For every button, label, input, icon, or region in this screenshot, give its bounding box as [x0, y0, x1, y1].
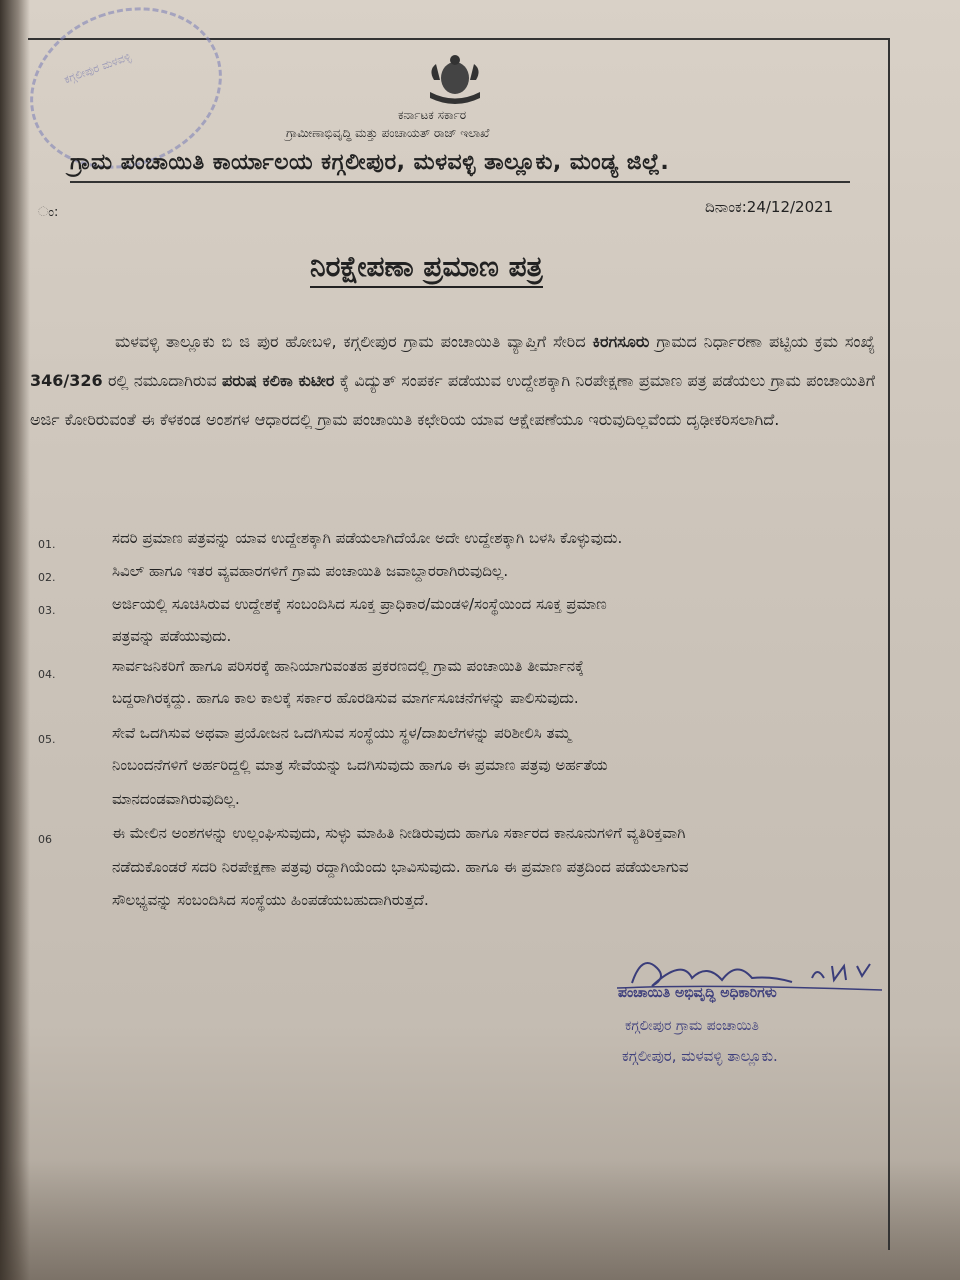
condition-line: ಸಾರ್ವಜನಿಕರಿಗೆ ಹಾಗೂ ಪರಿಸರಕ್ಕೆ ಹಾನಿಯಾಗುವಂತಹ ಪ್ರಕರಣದಲ್ಲಿ ಗ್ರಾಮ ಪಂಚಾಯಿತಿ ತೀರ್ಮಾನಕ್ಕೆ	[112, 657, 584, 675]
signatory-location: ಕಗ್ಗಲೀಪುರ, ಮಳವಳ್ಳಿ ತಾಲ್ಲೂಕು.	[622, 1047, 778, 1065]
stamp-text: ಕಗ್ಗಲೀಪುರ ಮಳವಳ್ಳಿ	[62, 49, 133, 87]
office-heading: ಗ್ರಾಮ ಪಂಚಾಯಿತಿ ಕಾರ್ಯಾಲಯ ಕಗ್ಗಲೀಪುರ, ಮಳವಳ್ಳಿ ತಾಲ್ಲೂಕು, ಮಂಡ್ಯ ಜಿಲ್ಲೆ.	[70, 150, 850, 183]
document-title: ನಿರಕ್ಷೇಪಣಾ ಪ್ರಮಾಣ ಪತ್ರ	[310, 250, 543, 288]
edge-shadow	[0, 0, 30, 1280]
body-paragraph	[30, 322, 875, 439]
condition-number: 05.	[38, 733, 56, 746]
condition-line: ಸಿವಿಲ್ ಹಾಗೂ ಇತರ ವ್ಯವಹಾರಗಳಿಗೆ ಗ್ರಾಮ ಪಂಚಾಯಿತಿ ಜವಾಬ್ದಾರರಾಗಿರುವುದಿಲ್ಲ.	[112, 562, 509, 580]
condition-line: ಸದರಿ ಪ್ರಮಾಣ ಪತ್ರವನ್ನು ಯಾವ ಉದ್ದೇಶಕ್ಕಾಗಿ ಪಡೆಯಲಾಗಿದೆಯೋ ಅದೇ ಉದ್ದೇಶಕ್ಕಾಗಿ ಬಳಸಿ ಕೊಳ್ಳುವುದು.	[112, 529, 623, 547]
condition-line: ಅರ್ಜಿಯಲ್ಲಿ ಸೂಚಿಸಿರುವ ಉದ್ದೇಶಕ್ಕೆ ಸಂಬಂದಿಸಿದ ಸೂಕ್ತ ಪ್ರಾಧಿಕಾರ/ಮಂಡಳಿ/ಸಂಸ್ಥೆಯಿಂದ ಸೂಕ್ತ ಪ್ರಮಾಣ	[112, 595, 607, 613]
condition-line: ಸೌಲಭ್ಯವನ್ನು ಸಂಬಂದಿಸಿದ ಸಂಸ್ಥೆಯು ಹಿಂಪಡೆಯಬಹುದಾಗಿರುತ್ತದೆ.	[112, 891, 429, 909]
government-name: ಕರ್ನಾಟಕ ಸರ್ಕಾರ	[398, 108, 467, 122]
body-text: ಕ್ಕೆ ವಿದ್ಯುತ್ ಸಂಪರ್ಕ ಪಡೆಯುವ ಉದ್ದೇಶಕ್ಕಾಗಿ ನಿರಪೇಕ್ಷಣಾ ಪ್ರಮಾಣ ಪತ್ರ ಪಡೆಯಲು ಗ್ರಾಮ ಪಂಚಾಯಿತಿಗೆ ಅರ್ಜಿ ಕೋರಿರುವಂತೆ ಈ ಕೆಳಕಂಡ ಅಂಶಗಳ ಆಧಾರದಲ್ಲಿ ಗ್ರಾಮ ಪಂಚಾಯಿತಿ ಕಛೇರಿಯ ಯಾವ ಆಕ್ಷೇಪಣೆಯೂ ಇರುವುದಿಲ್ಲವೆಂದು ದೃಢೀಕರಿಸಲಾಗಿದೆ.	[30, 371, 875, 429]
condition-line: ಪತ್ರವನ್ನು ಪಡೆಯುವುದು.	[112, 627, 232, 645]
state-emblem-icon	[420, 50, 490, 110]
village-name: ಕಿರಗಸೂರು	[592, 332, 650, 351]
condition-number: 02.	[38, 571, 56, 584]
condition-line: ನಿಂಬಂದನೆಗಳಿಗೆ ಅರ್ಹರಿದ್ದಲ್ಲಿ ಮಾತ್ರ ಸೇವೆಯನ್ನು ಒದಗಿಸುವುದು ಹಾಗೂ ಈ ಪ್ರಮಾಣ ಪತ್ರವು ಅರ್ಹತೆಯ	[112, 756, 608, 774]
condition-line: ನಡೆದುಕೊಂಡರೆ ಸದರಿ ನಿರಪೇಕ್ಷಣಾ ಪತ್ರವು ರದ್ದಾಗಿಯೆಂದು ಭಾವಿಸುವುದು. ಹಾಗೂ ಈ ಪ್ರಮಾಣ ಪತ್ರದಿಂದ ಪಡೆಯಲಾಗುವ	[112, 858, 689, 876]
condition-number: 04.	[38, 668, 56, 681]
body-text: ಮಳವಳ್ಳಿ ತಾಲ್ಲೂಕು ಬಿ ಜಿ ಪುರ ಹೋಬಳಿ, ಕಗ್ಗಲೀಪುರ ಗ್ರಾಮ ಪಂಚಾಯಿತಿ ವ್ಯಾಪ್ತಿಗೆ ಸೇರಿದ	[115, 332, 593, 351]
body-text: ರಲ್ಲಿ ನಮೂದಾಗಿರುವ	[102, 371, 223, 390]
serial-number: 346/326	[30, 371, 103, 390]
document-date: ದಿನಾಂಕ:24/12/2021	[705, 198, 834, 216]
body-text: ಗ್ರಾಮದ ನಿರ್ಧಾರಣಾ ಪಟ್ಟಿಯ ಕ್ರಮ ಸಂಖ್ಯೆ	[649, 332, 875, 351]
signatory-designation: ಪಂಚಾಯಿತಿ ಅಭಿವೃದ್ಧಿ ಅಧಿಕಾರಿಗಳು	[618, 985, 777, 1001]
applicant-name: ಪರುಷ ಕಲಿಕಾ ಕುಟೀರ	[222, 371, 335, 390]
condition-line: ಬದ್ದರಾಗಿರಕ್ಕದ್ದು. ಹಾಗೂ ಕಾಲ ಕಾಲಕ್ಕೆ ಸರ್ಕಾರ ಹೊರಡಿಸುವ ಮಾರ್ಗಸೂಚನೆಗಳನ್ನು ಪಾಲಿಸುವುದು.	[112, 689, 579, 707]
condition-line: ಈ ಮೇಲಿನ ಅಂಶಗಳನ್ನು ಉಲ್ಲಂಘಿಸುವುದು, ಸುಳ್ಳು ಮಾಹಿತಿ ನೀಡಿರುವುದು ಹಾಗೂ ಸರ್ಕಾರದ ಕಾನೂನುಗಳಿಗೆ ವ್ಯತಿರಿಕ್ತವಾಗಿ	[112, 824, 686, 842]
condition-number: 03.	[38, 604, 56, 617]
reference-label: ಂ:	[38, 205, 59, 220]
condition-number: 01.	[38, 538, 56, 551]
condition-line: ಸೇವೆ ಒದಗಿಸುವ ಅಥವಾ ಪ್ರಯೋಜನ ಒದಗಿಸುವ ಸಂಸ್ಥೆಯು ಸ್ಥಳ/ದಾಖಲೆಗಳನ್ನು ಪರಿಶೀಲಿಸಿ ತಮ್ಮ	[112, 724, 571, 742]
department-name: ಗ್ರಾಮೀಣಾಭಿವೃದ್ಧಿ ಮತ್ತು ಪಂಚಾಯತ್ ರಾಜ್ ಇಲಾಖೆ	[286, 126, 490, 140]
condition-number: 06	[38, 833, 52, 846]
signatory-office: ಕಗ್ಗಲೀಪುರ ಗ್ರಾಮ ಪಂಚಾಯಿತಿ	[625, 1018, 759, 1034]
condition-line: ಮಾನದಂಡವಾಗಿರುವುದಿಲ್ಲ.	[112, 790, 240, 808]
